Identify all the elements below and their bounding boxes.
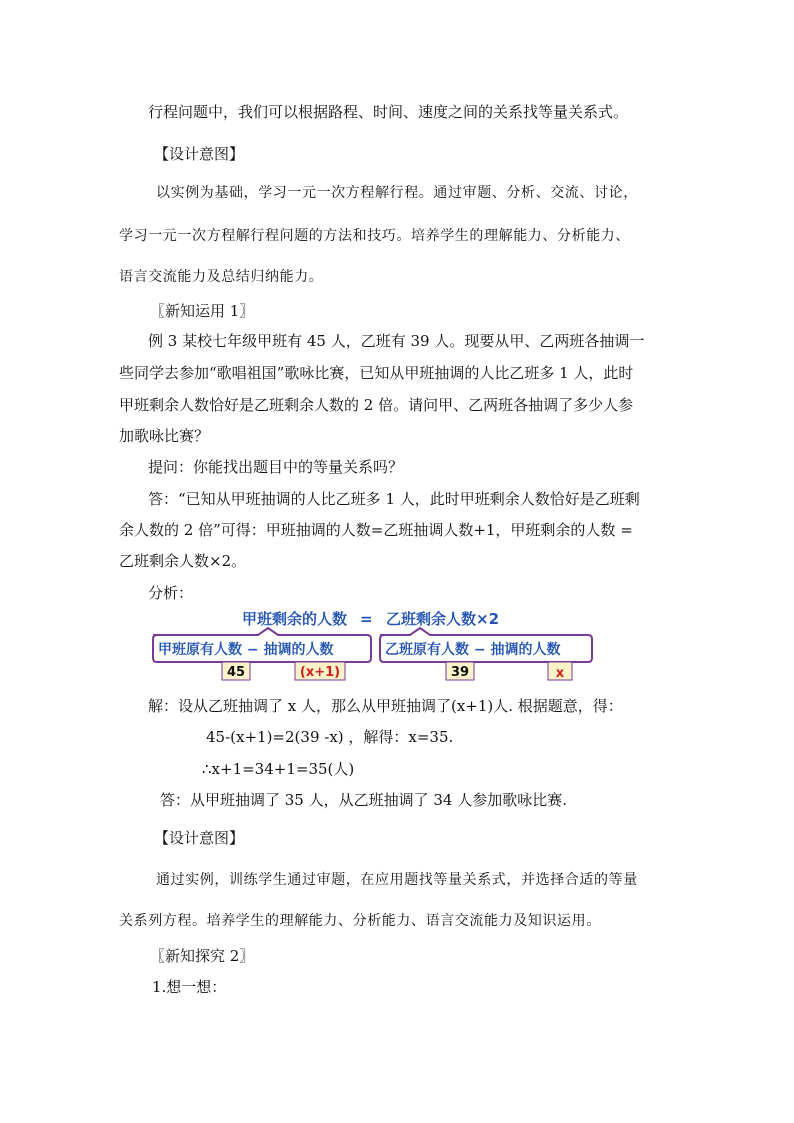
- left-expression-text: 甲班原有人数 − 抽调的人数: [158, 642, 334, 658]
- example-paragraph: 例 3 某校七年级甲班有 45 人，乙班有 39 人。现要从甲、乙两班各抽调一: [148, 332, 645, 350]
- answer-paragraph: 乙班剩余人数×2。: [119, 552, 247, 570]
- design-intent-paragraph: 通过实例，训练学生通过审题，在应用题找等量关系式，并选择合适的等量: [156, 872, 638, 888]
- example-paragraph: 些同学去参加“歌唱祖国”歌咏比赛，已知从甲班抽调的人比乙班多 1 人，此时: [119, 364, 634, 382]
- equation-analysis-diagram: [150, 606, 600, 684]
- value-45: 45: [226, 665, 246, 680]
- section-title-knowledge-application: 〖新知运用 1〗: [150, 302, 255, 320]
- diagram-top-left-label: 甲班剩余的人数: [242, 610, 348, 628]
- answer-paragraph: 余人数的 2 倍”可得：甲班抽调的人数=乙班抽调人数+1，甲班剩余的人数 =: [119, 521, 633, 539]
- value-x: x: [555, 666, 565, 681]
- solution-setup: 解：设从乙班抽调了 x 人，那么从甲班抽调了(x+1)人. 根据题意，得：: [148, 697, 623, 715]
- diagram-top-right-label: 乙班剩余人数×2: [386, 610, 500, 628]
- design-intent-title: 【设计意图】: [154, 145, 245, 163]
- example-paragraph: 甲班剩余人数恰好是乙班剩余人数的 2 倍。请问甲、乙两班各抽调了多少人参: [119, 396, 634, 414]
- right-expression-text: 乙班原有人数 − 抽调的人数: [385, 642, 561, 658]
- value-x-plus-1: (x+1): [299, 665, 341, 680]
- design-intent-title: 【设计意图】: [154, 829, 245, 847]
- intro-text: 行程问题中，我们可以根据路程、时间、速度之间的关系找等量关系式。: [148, 103, 629, 121]
- answer-paragraph: 答：“已知从甲班抽调的人比乙班多 1 人，此时甲班剩余人数恰好是乙班剩: [148, 490, 640, 508]
- design-intent-paragraph: 关系列方程。培养学生的理解能力、分析能力、语言交流能力及知识运用。: [119, 913, 601, 929]
- design-intent-paragraph: 语言交流能力及总结归纳能力。: [119, 269, 324, 285]
- section-title-knowledge-exploration: 〖新知探究 2〗: [150, 947, 255, 965]
- diagram-equals-sign: =: [360, 610, 373, 628]
- solution-result: ∴x+1=34+1=35(人): [202, 760, 355, 778]
- example-paragraph: 加歌咏比赛？: [119, 427, 210, 445]
- question-text: 提问：你能找出题目中的等量关系吗？: [148, 458, 404, 476]
- think-prompt: 1.想一想：: [152, 978, 227, 996]
- final-answer: 答：从甲班抽调了 35 人，从乙班抽调了 34 人参加歌咏比赛.: [160, 791, 568, 809]
- design-intent-paragraph: 以实例为基础，学习一元一次方程解行程。通过审题、分析、交流、讨论，: [156, 185, 638, 201]
- value-39: 39: [450, 665, 470, 680]
- design-intent-paragraph: 学习一元一次方程解行程问题的方法和技巧。培养学生的理解能力、分析能力、: [119, 228, 630, 244]
- solution-equation: 45-(x+1)=2(39 -x) ，解得：x=35.: [206, 728, 454, 746]
- analysis-label: 分析：: [148, 584, 194, 602]
